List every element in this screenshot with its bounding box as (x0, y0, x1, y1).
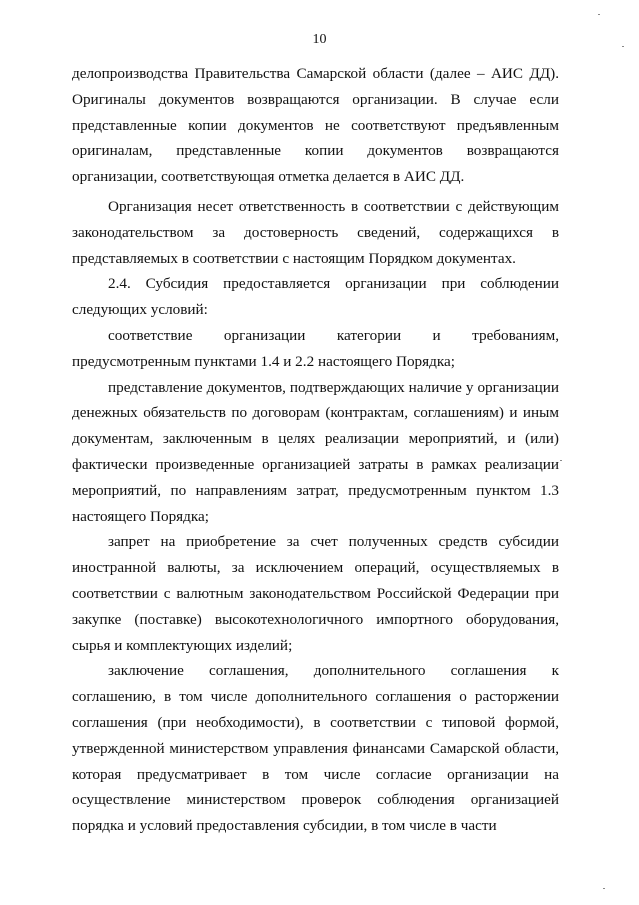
page-number: 10 (312, 32, 327, 47)
scan-speck (560, 460, 562, 461)
paragraph-aisdd-originals: делопроизводства Правительства Самарской области (далее – АИС ДД). Оригиналы документов возвращаются организации. В случае если представленные копии документов не соответствуют предъявленным оригиналам, представленные копии документов возвращаются организации, соответствующая отметка делается в АИС ДД. (72, 65, 559, 186)
paragraph-2-4-conditions: 2.4. Субсидия предоставляется организации при соблюдении следующих условий: (72, 275, 559, 319)
condition-documents-submission: представление документов, подтверждающих наличие у организации денежных обязательств по договорам (контрактам, соглашениям) и иным документам, заключенным в целях реализации мероприятий, и (или) фактически произведенные организацией затраты в рамках реализации мероприятий, по направлениям затрат, предусмотренным пунктом 1.3 настоящего Порядка; (72, 378, 559, 525)
scan-speck (603, 888, 605, 889)
condition-agreement-conclusion: заключение соглашения, дополнительного соглашения к соглашению, в том числе дополнительного соглашения о расторжении соглашения (при необходимости), в соответствии с типовой формой, утвержденной министерством управления финансами Самарской области, которая предусматривает в том числе согласие организации на осуществление министерством проверок соблюдения организацией порядка и условий предоставления субсидии, в том числе в части (72, 662, 559, 835)
scan-speck (598, 14, 600, 15)
paragraph-organization-responsibility: Организация несет ответственность в соответствии с действующим законодательством за достоверность сведений, содержащихся в представляемых в соответствии с настоящим Порядком документах. (72, 197, 559, 267)
condition-category-compliance: соответствие организации категории и требованиям, предусмотренным пунктами 1.4 и 2.2 настоящего Порядка; (72, 326, 559, 370)
condition-foreign-currency-ban: запрет на приобретение за счет полученных средств субсидии иностранной валюты, за исключением операций, осуществляемых в соответствии с валютным законодательством Российской Федерации при закупке (поставке) высокотехнологичного импортного оборудования, сырья и комплектующих изделий; (72, 533, 559, 654)
page-body (72, 61, 559, 839)
scan-speck (622, 46, 624, 47)
